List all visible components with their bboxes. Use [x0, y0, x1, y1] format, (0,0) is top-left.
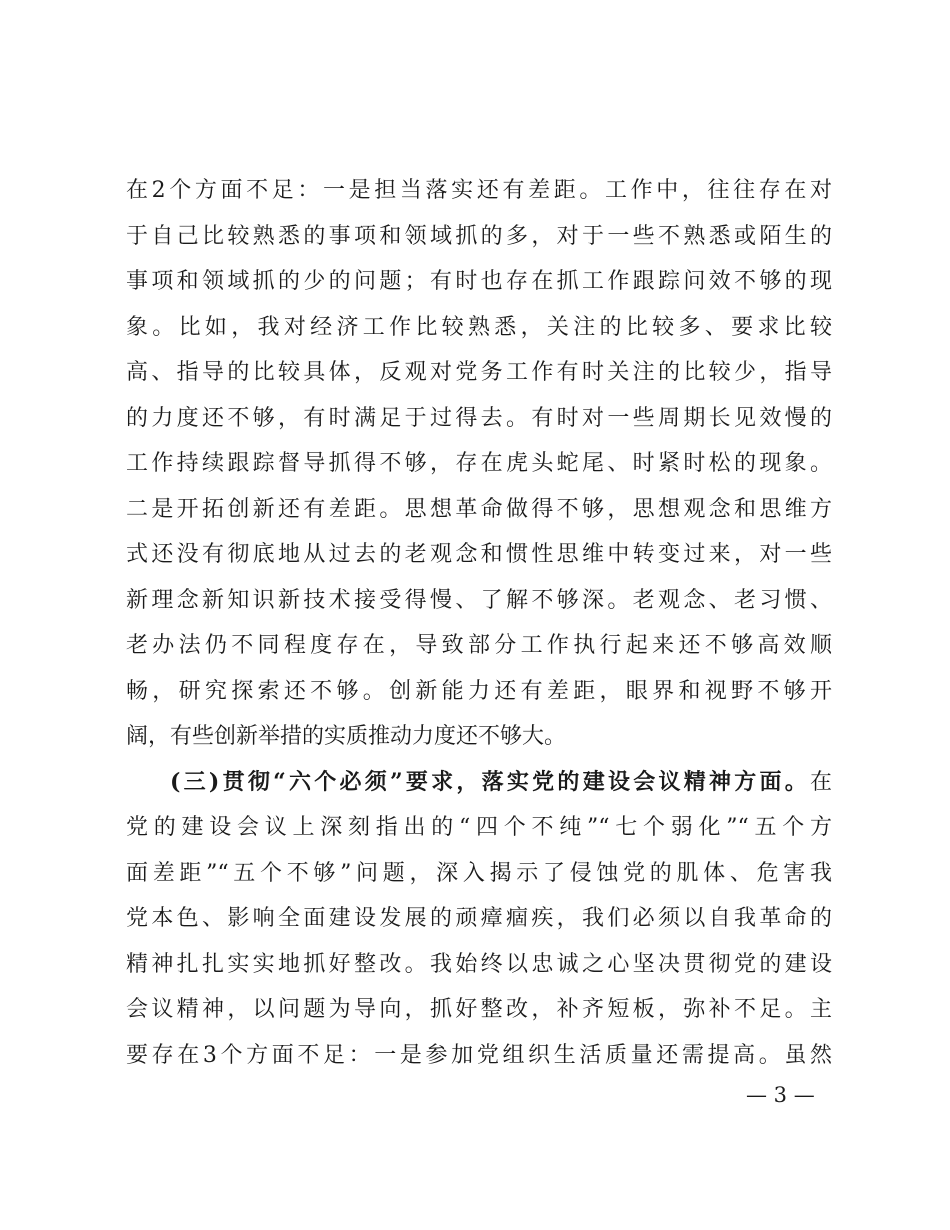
text-line: 会议精神，以问题为导向，抓好整改，补齐短板，弥补不足。主 [126, 997, 832, 1022]
text-line: 于自己比较熟悉的事项和领域抓的多，对于一些不熟悉或陌生的 [126, 223, 832, 249]
text-line: 党本色、影响全面建设发展的顽瘴痼疾，我们必须以自我革命的 [126, 906, 832, 931]
section-heading-tail: 在 [809, 769, 832, 795]
text-line: 新理念新知识新技术接受得慢、了解不够深。老观念、老习惯、 [126, 587, 832, 613]
text-line: 要存在3个方面不足：一是参加党组织生活质量还需提高。虽然 [126, 1042, 832, 1068]
text-line: 畅，研究探索还不够。创新能力还有差距，眼界和视野不够开 [126, 678, 832, 704]
text-line: 面差距”“五个不够”问题，深入揭示了侵蚀党的肌体、危害我 [126, 860, 832, 886]
text-line: 的力度还不够，有时满足于过得去。有时对一些周期长见效慢的 [126, 405, 832, 431]
page-number: — 3 — [746, 1083, 815, 1107]
text-line: 式还没有彻底地从过去的老观念和惯性思维中转变过来，对一些 [126, 542, 832, 567]
text-line: 事项和领域抓的少的问题；有时也存在抓工作跟踪问效不够的现 [126, 269, 832, 294]
text-line: 老办法仍不同程度存在，导致部分工作执行起来还不够高效顺 [126, 633, 832, 658]
section-heading: (三)贯彻“六个必须”要求，落实党的建设会议精神方面。 [170, 768, 810, 795]
text-line: 阔，有些创新举措的实质推动力度还不够大。 [126, 724, 567, 749]
text-line: 在2个方面不足：一是担当落实还有差距。工作中，往往存在对 [126, 178, 832, 203]
text-line: 二是开拓创新还有差距。思想革命做得不够，思想观念和思维方 [126, 496, 832, 522]
text-line: 工作持续跟踪督导抓得不够，存在虎头蛇尾、时紧时松的现象。 [126, 451, 832, 476]
text-line: 高、指导的比较具体，反观对党务工作有时关注的比较少，指导 [126, 360, 832, 385]
text-line: 精神扎扎实实地抓好整改。我始终以忠诚之心坚决贯彻党的建设 [126, 951, 832, 977]
body-text [126, 168, 832, 1078]
text-line: 党的建设会议上深刻指出的“四个不纯”“七个弱化”“五个方 [126, 815, 832, 840]
section-heading-line [126, 760, 832, 806]
text-line: 象。比如，我对经济工作比较熟悉，关注的比较多、要求比较 [126, 314, 832, 340]
